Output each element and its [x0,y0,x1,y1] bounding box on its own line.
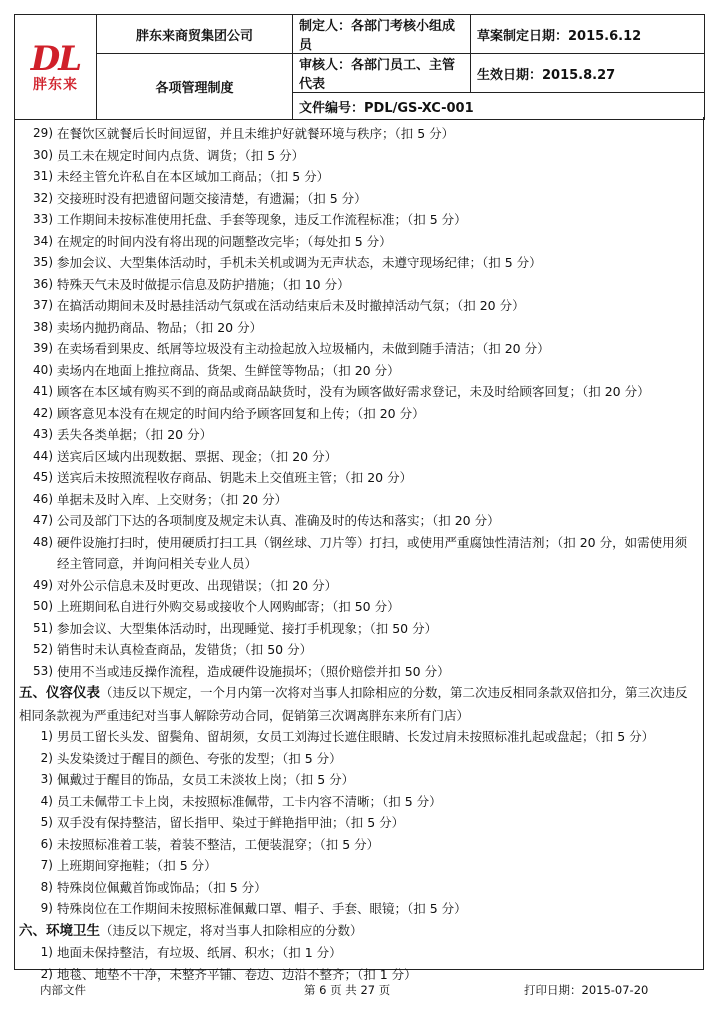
item-number: 51) [33,620,53,635]
item-number: 2) [40,750,53,765]
list-item [17,145,693,167]
item-number: 38) [33,319,53,334]
list-item [17,769,693,791]
item-number: 36) [33,276,53,291]
item-text: 地毯、地垫不干净，未整齐平铺、卷边、边沿不整齐；（扣 1 分） [57,966,417,982]
list-item [17,231,693,253]
document-page [14,14,710,1010]
list-item [17,317,693,339]
item-number: 29) [33,126,53,140]
item-text: 未经主管允许私自在本区域加工商品；（扣 5 分） [57,169,330,184]
item-text: 特殊岗位在工作期间未按照标准佩戴口罩、帽子、手套、眼镜；（扣 5 分） [57,901,467,916]
list-item [17,188,693,210]
logo-letters: DL [30,39,81,79]
item-text: 上班期间穿拖鞋；（扣 5 分） [57,858,217,873]
list-item [17,467,693,489]
item-text: 卖场内在地面上推拉商品、货架、生鲜筐等物品；（扣 20 分） [57,362,400,378]
list-item [17,877,693,899]
item-text: 参加会议、大型集体活动时，手机未关机或调为无声状态，未遵守现场纪律；（扣 5 分） [57,255,542,270]
item-text: 丢失各类单据；（扣 20 分） [57,427,213,442]
list-item [17,661,693,683]
reviewer: 审核人：各部门员工、主管代表 [293,54,471,93]
item-number: 49) [33,577,53,592]
draft-date: 草案制定日期：2015.6.12 [471,15,705,54]
list-item [17,726,693,748]
item-text: 员工未在规定时间内点货、调货；（扣 5 分） [57,147,305,163]
list-item [17,618,693,640]
item-number: 53) [33,663,53,678]
content-frame [14,117,704,982]
content-body [17,123,693,985]
logo-text: 胖东来 [33,77,78,93]
item-text: 卖场内抛扔商品、物品；（扣 20 分） [57,319,263,335]
item-number: 34) [33,233,53,248]
item-text: 佩戴过于醒目的饰品，女员工未淡妆上岗；（扣 5 分） [57,772,355,787]
item-number: 33) [33,212,53,226]
item-number: 46) [33,491,53,506]
item-text: 送宾后区域内出现数据、票据、现金；（扣 20 分） [57,448,338,464]
list-item [17,748,693,770]
item-text: 在规定的时间内没有将出现的问题整改完毕；（每处扣 5 分） [57,233,392,249]
item-text: 在卖场看到果皮、纸屑等垃圾没有主动捡起放入垃圾桶内，未做到随手清洁；（扣 20 分） [57,341,550,356]
item-number: 43) [33,427,53,441]
section-appearance [17,682,693,726]
list-item [17,166,693,188]
appearance-rules-list [17,726,693,920]
item-number: 8) [40,879,53,894]
item-text: 头发染烫过于醒目的颜色、夸张的发型；（扣 5 分） [57,750,342,766]
item-text: 特殊岗位佩戴首饰或饰品；（扣 5 分） [57,879,267,895]
list-item [17,812,693,834]
list-item [17,403,693,425]
list-item [17,424,693,446]
list-item [17,381,693,403]
item-text: 特殊天气未及时做提示信息及防护措施；（扣 10 分） [57,276,350,292]
item-text: 单据未及时入库、上交财务；（扣 20 分） [57,491,288,507]
item-number: 5) [40,815,53,829]
section-hygiene [17,920,693,943]
item-number: 45) [33,470,53,484]
file-number: 文件编号：PDL/GS-XC-001 [293,93,705,120]
list-item [17,338,693,360]
item-number: 6) [40,836,53,851]
section-title: 五、仪容仪表 [19,685,100,701]
item-number: 2) [40,966,53,981]
company-name: 胖东来商贸集团公司 [97,15,293,54]
list-item [17,489,693,511]
item-number: 48) [33,534,53,549]
document-title: 各项管理制度 [97,54,293,120]
item-text: 顾客在本区域有购买不到的商品或商品缺货时，没有为顾客做好需求登记，未及时给顾客回复；（扣 20 分） [57,384,650,399]
item-text: 在搞活动期间未及时悬挂活动气氛或在活动结束后未及时撤掉活动气氛；（扣 20 分） [57,298,525,313]
list-item [17,360,693,382]
list-item [17,446,693,468]
item-number: 35) [33,255,53,269]
footer-print-date: 打印日期：2015-07-20 [524,983,649,997]
item-number: 42) [33,405,53,420]
section-title: 六、环境卫生 [19,922,100,939]
list-item [17,209,693,231]
item-number: 1) [40,729,53,743]
item-text: 送宾后未按照流程收存商品、钥匙未上交值班主管；（扣 20 分） [57,470,413,485]
item-text: 对外公示信息未及时更改、出现错误；（扣 20 分） [57,577,338,593]
list-item [17,596,693,618]
item-number: 37) [33,298,53,312]
item-number: 31) [33,169,53,183]
item-text: 员工未佩带工卡上岗，未按照标准佩带，工卡内容不清晰；（扣 5 分） [57,793,442,809]
item-number: 9) [40,901,53,915]
list-item [17,295,693,317]
item-text: 双手没有保持整洁，留长指甲、染过于鲜艳指甲油；（扣 5 分） [57,815,405,830]
document-header [14,14,705,120]
effective-date: 生效日期：2015.8.27 [471,54,705,93]
item-number: 41) [33,384,53,398]
item-text: 地面未保持整洁，有垃圾、纸屑、积水；（扣 1 分） [57,945,342,960]
list-item [17,252,693,274]
rules-list-continued [17,123,693,682]
list-item [17,575,693,597]
hygiene-rules-list [17,942,693,985]
list-item [17,639,693,661]
list-item [17,855,693,877]
item-text: 男员工留长头发、留鬓角、留胡须，女员工刘海过长遮住眼睛、长发过肩未按照标准扎起或盘起；（扣 5 分） [57,729,655,744]
item-number: 32) [33,190,53,205]
list-item [17,898,693,920]
list-item [17,123,693,145]
list-item [17,274,693,296]
item-number: 47) [33,513,53,527]
item-text: 使用不当或违反操作流程，造成硬件设施损坏；（照价赔偿并扣 50 分） [57,663,450,679]
item-text: 顾客意见本没有在规定的时间内给予顾客回复和上传；（扣 20 分） [57,405,425,421]
list-item [17,942,693,964]
list-item [17,834,693,856]
list-item [17,791,693,813]
item-text: 工作期间未按标准使用托盘、手套等现象，违反工作流程标准；（扣 5 分） [57,212,467,227]
item-number: 3) [40,772,53,786]
item-number: 30) [33,147,53,162]
item-number: 40) [33,362,53,377]
company-logo [15,15,97,120]
item-number: 1) [40,945,53,959]
item-text: 交接班时没有把遗留问题交接清楚，有遗漏；（扣 5 分） [57,190,367,206]
list-item [17,510,693,532]
item-text: 硬件设施打扫时，使用硬质打扫工具（钢丝球、刀片等）打扫，或使用严重腐蚀性清洁剂；（扣 20 分，如需使用须经主管同意，并询问相关专业人员） [57,534,688,571]
item-text: 参加会议、大型集体活动时，出现睡觉、接打手机现象；（扣 50 分） [57,620,438,636]
item-number: 52) [33,642,53,656]
item-text: 公司及部门下达的各项制度及规定未认真、准确及时的传达和落实；（扣 20 分） [57,513,500,528]
item-text: 销售时未认真检查商品，发错货；（扣 50 分） [57,642,313,657]
section-description: （违反以下规定，将对当事人扣除相应的分数） [100,922,363,938]
item-number: 44) [33,448,53,463]
item-number: 4) [40,793,53,808]
footer-classification: 内部文件 [40,983,86,997]
item-text: 上班期间私自进行外购交易或接收个人网购邮寄；（扣 50 分） [57,599,400,614]
item-number: 7) [40,858,53,872]
item-number: 39) [33,341,53,355]
item-number: 50) [33,599,53,613]
item-text: 未按照标准着工装，着装不整洁，工便装混穿；（扣 5 分） [57,836,380,852]
section-description: （违反以下规定，一个月内第一次将对当事人扣除相应的分数，第二次违反相同条款双倍扣分，第三次违反相同条款视为严重违纪对当事人解除劳动合同，促销第三次调离胖东来所有门店） [19,685,688,723]
item-text: 在餐饮区就餐后长时间逗留，并且未维护好就餐环境与秩序；（扣 5 分） [57,126,455,141]
list-item [17,532,693,575]
drafter: 制定人：各部门考核小组成员 [293,15,471,54]
footer-page-number: 第 6 页 共 27 页 [304,983,391,997]
